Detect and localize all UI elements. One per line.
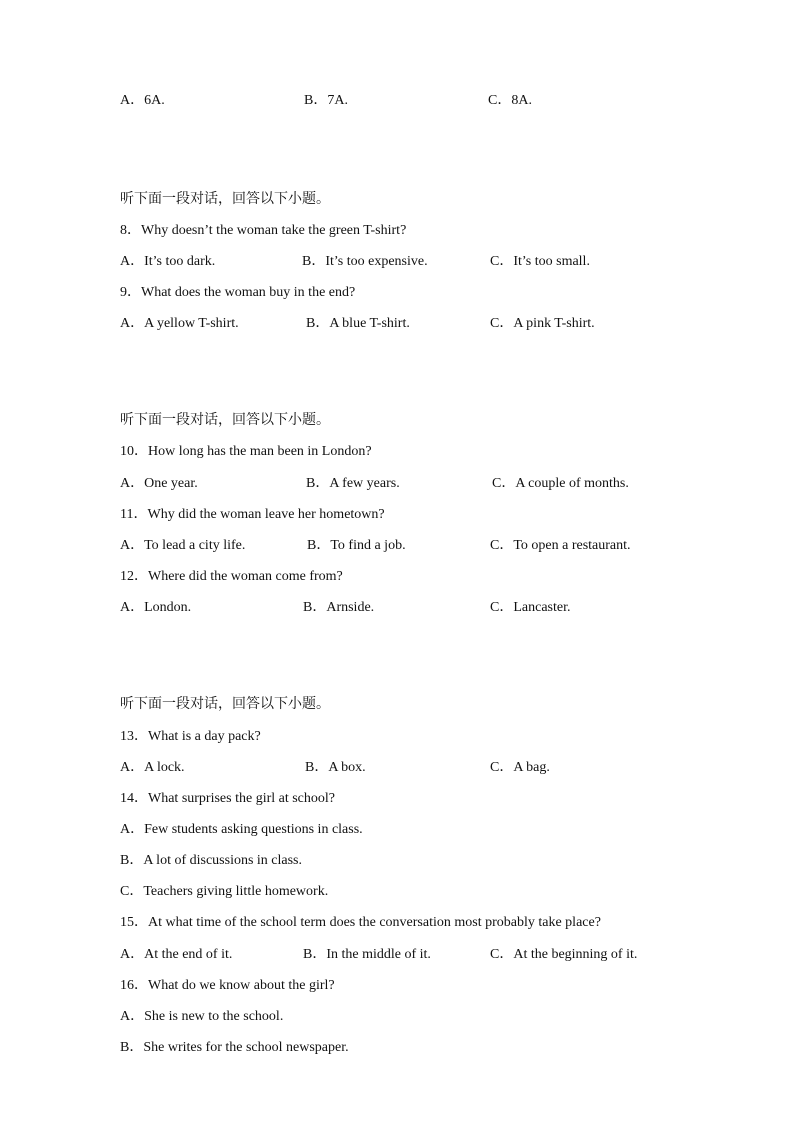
q16-option-b: B．She writes for the school newspaper. bbox=[120, 1040, 349, 1055]
q14-option-c: C．Teachers giving little homework. bbox=[120, 884, 329, 899]
q8-option-a: A．It’s too dark. bbox=[120, 254, 216, 269]
question-15: 15．At what time of the school term does the conversation most probably take place? bbox=[120, 915, 601, 930]
q13-option-c: C．A bag. bbox=[490, 760, 550, 775]
q14-option-b: B．A lot of discussions in class. bbox=[120, 853, 303, 868]
question-10: 10．How long has the man been in London? bbox=[120, 444, 372, 459]
q12-option-c: C．Lancaster. bbox=[490, 600, 571, 615]
question-12: 12．Where did the woman come from? bbox=[120, 569, 343, 584]
q11-option-a: A．To lead a city life. bbox=[120, 538, 246, 553]
q9-option-a: A．A yellow T-shirt. bbox=[120, 316, 239, 331]
q8-option-b: B．It’s too expensive. bbox=[302, 254, 428, 269]
section-header: 听下面一段对话，回答以下小题。 bbox=[120, 412, 330, 428]
section-header: 听下面一段对话，回答以下小题。 bbox=[120, 191, 330, 207]
question-16: 16．What do we know about the girl? bbox=[120, 978, 335, 993]
q9-option-b: B．A blue T-shirt. bbox=[306, 316, 410, 331]
q15-option-a: A．At the end of it. bbox=[120, 947, 233, 962]
q11-option-c: C．To open a restaurant. bbox=[490, 538, 631, 553]
question-9: 9．What does the woman buy in the end? bbox=[120, 285, 356, 300]
q14-option-a: A．Few students asking questions in class. bbox=[120, 822, 363, 837]
question-14: 14．What surprises the girl at school? bbox=[120, 791, 336, 806]
q15-option-c: C．At the beginning of it. bbox=[490, 947, 638, 962]
q10-option-c: C．A couple of months. bbox=[492, 476, 629, 491]
question-11: 11．Why did the woman leave her hometown? bbox=[120, 507, 385, 522]
q9-option-c: C．A pink T-shirt. bbox=[490, 316, 595, 331]
q7-option-a: A．6A. bbox=[120, 93, 165, 108]
q7-option-c: C．8A. bbox=[488, 93, 532, 108]
section-header: 听下面一段对话，回答以下小题。 bbox=[120, 696, 330, 712]
q7-option-b: B．7A. bbox=[304, 93, 348, 108]
q8-option-c: C．It’s too small. bbox=[490, 254, 590, 269]
q11-option-b: B．To find a job. bbox=[307, 538, 406, 553]
q10-option-a: A．One year. bbox=[120, 476, 198, 491]
q13-option-b: B．A box. bbox=[305, 760, 366, 775]
question-8: 8．Why doesn’t the woman take the green T-shirt? bbox=[120, 223, 407, 238]
q13-option-a: A．A lock. bbox=[120, 760, 185, 775]
q12-option-b: B．Arnside. bbox=[303, 600, 375, 615]
q16-option-a: A．She is new to the school. bbox=[120, 1009, 284, 1024]
q15-option-b: B．In the middle of it. bbox=[303, 947, 431, 962]
question-13: 13．What is a day pack? bbox=[120, 729, 261, 744]
q12-option-a: A．London. bbox=[120, 600, 192, 615]
q10-option-b: B．A few years. bbox=[306, 476, 400, 491]
